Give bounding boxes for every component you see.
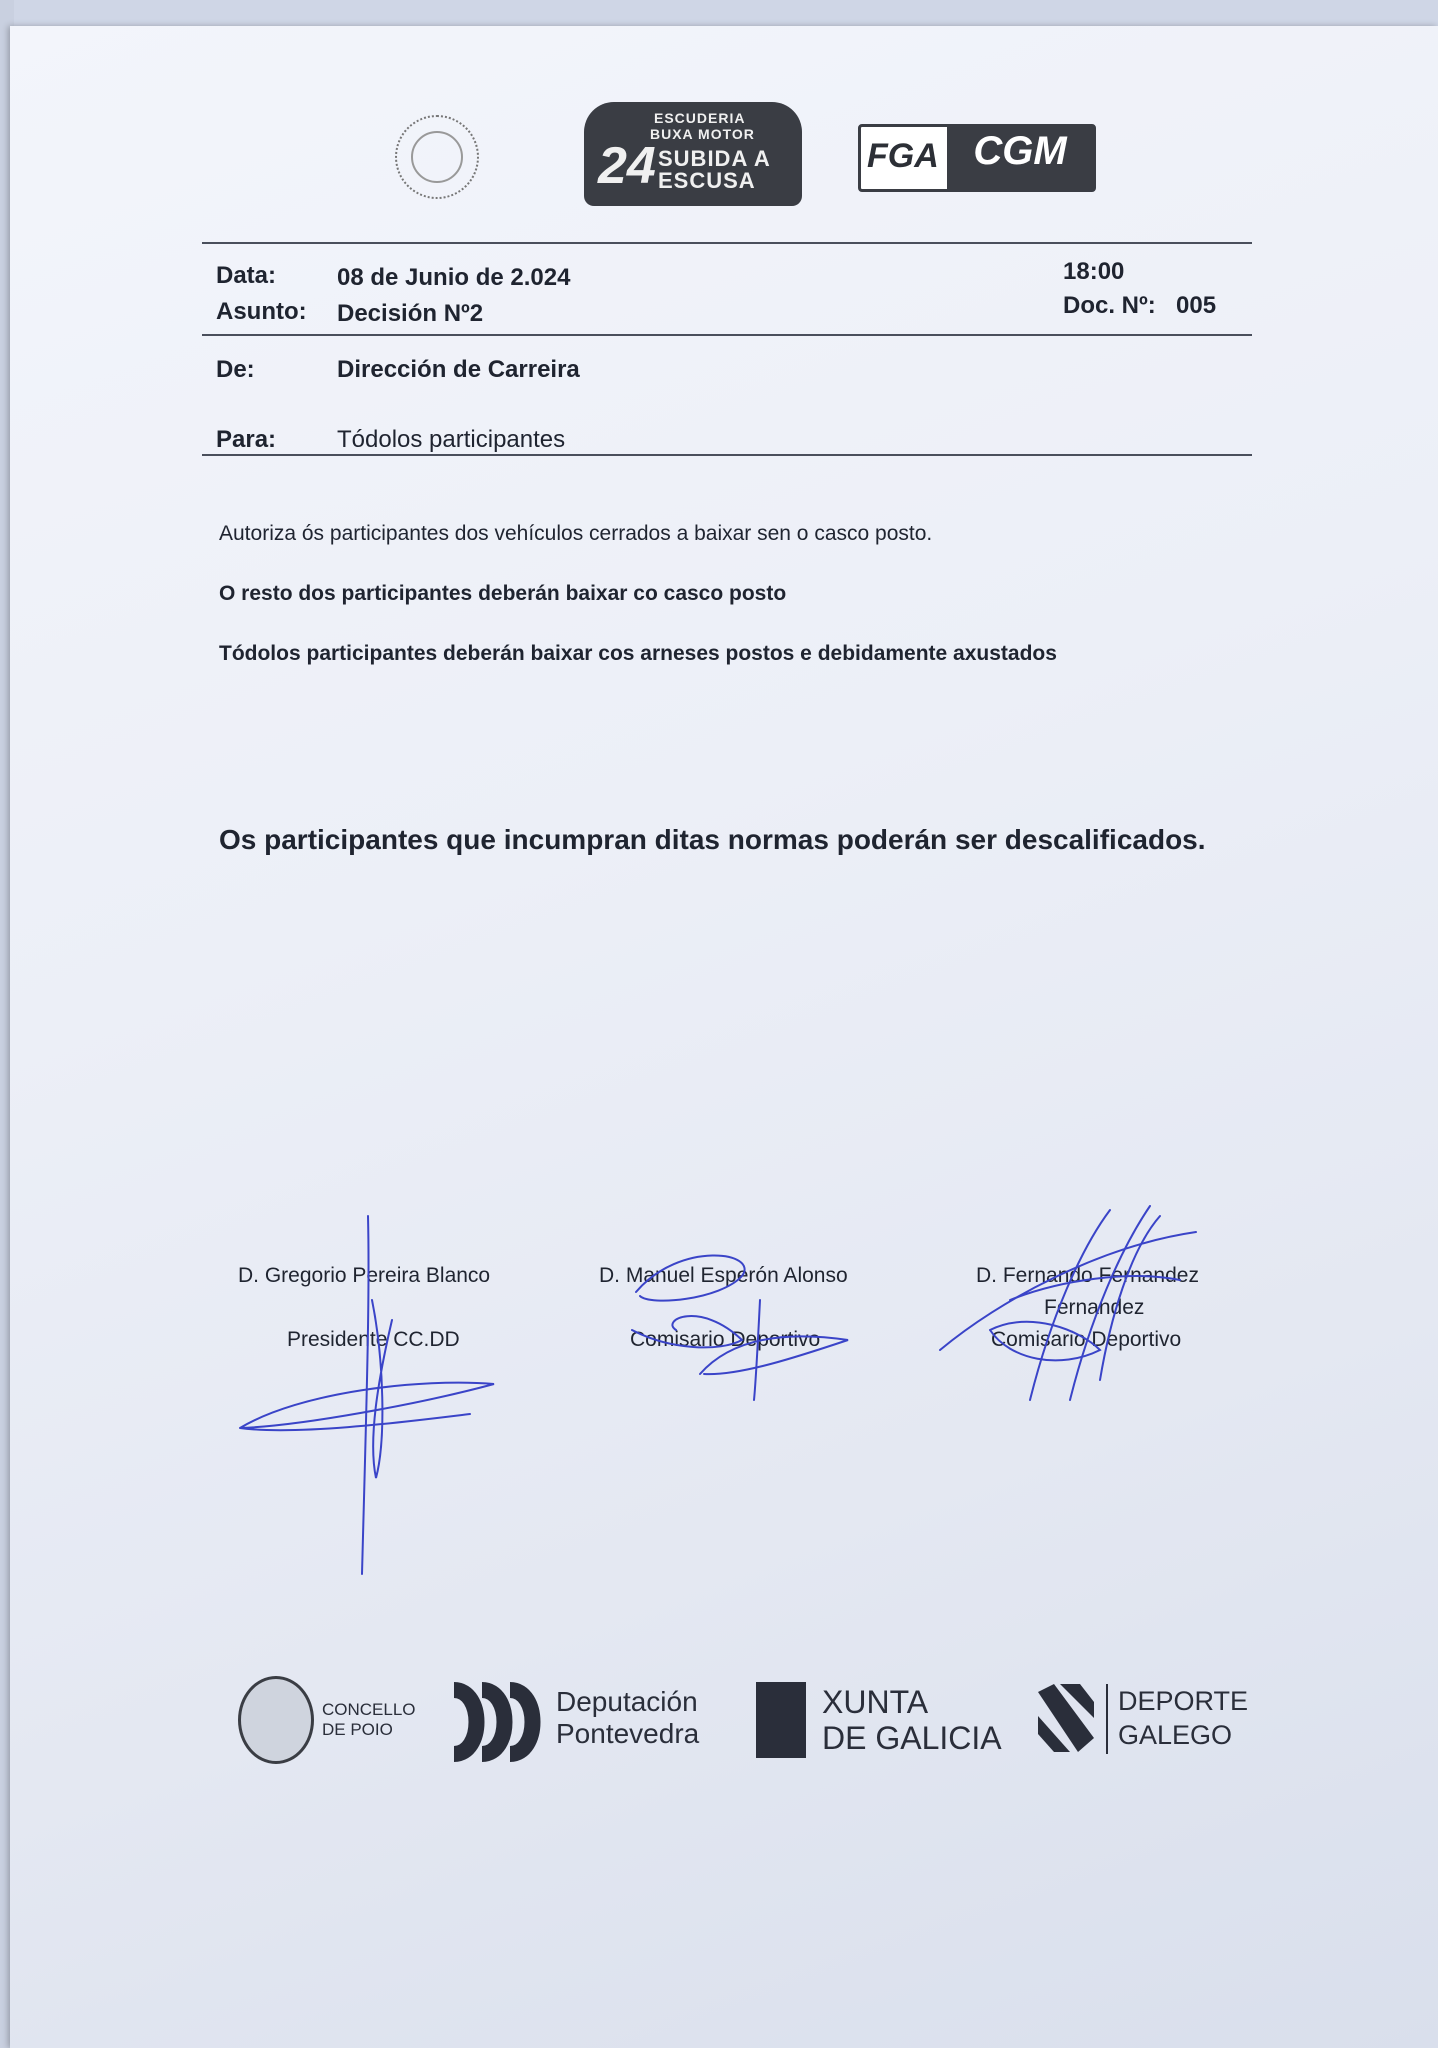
subject-value: Decisión Nº2 <box>337 300 484 327</box>
signatory-name: D. Fernando Fernandez <box>976 1264 1199 1287</box>
to-value: Tódolos participantes <box>337 426 566 453</box>
from-label: De: <box>216 356 255 383</box>
signature-fernando <box>940 1206 1196 1400</box>
deporte-divider <box>1106 1684 1108 1754</box>
deporte-text: DEPORTE <box>1118 1686 1249 1716</box>
signatory-role: Comisario Deportivo <box>630 1328 821 1351</box>
signatory-role: Presidente CC.DD <box>287 1328 460 1351</box>
body-paragraph: Autoriza ós participantes dos vehículos cerrados a baixar sen o casco posto. <box>219 522 933 545</box>
concello-text: DE POIO <box>322 1720 393 1739</box>
deputacion-logo-icon <box>444 1682 544 1762</box>
xunta-text: DE GALICIA <box>822 1720 1002 1756</box>
to-label: Para: <box>216 426 277 453</box>
signatory-name: D. Manuel Esperón Alonso <box>599 1264 848 1287</box>
deporte-text: GALEGO <box>1118 1720 1233 1750</box>
doc-number-label: Doc. Nº: <box>1063 292 1156 319</box>
from-value: Dirección de Carreira <box>337 356 580 383</box>
xunta-crest-icon <box>756 1682 806 1758</box>
subject-label: Asunto: <box>216 298 307 325</box>
deporte-galego-logo-icon <box>1036 1682 1096 1754</box>
body-paragraph: O resto dos participantes deberán baixar co casco posto <box>219 582 787 605</box>
warning-statement: Os participantes que incumpran ditas normas poderán ser descalificados. <box>219 824 1206 855</box>
deputacion-text: Deputación <box>556 1686 698 1717</box>
fga-text: FGA <box>867 137 939 175</box>
badge-text: BUXA MOTOR <box>650 126 755 142</box>
badge-text: SUBIDA A <box>658 146 771 171</box>
concello-text: CONCELLO <box>322 1700 416 1719</box>
cgm-text: CGM <box>947 127 1093 189</box>
doc-number-value: 005 <box>1176 292 1217 319</box>
date-value: 08 de Junio de 2.024 <box>337 264 571 291</box>
body-paragraph: Tódolos participantes deberán baixar cos arneses postos e debidamente axustados <box>219 642 1057 665</box>
signature-gregorio <box>240 1216 494 1574</box>
time-value: 18:00 <box>1063 258 1125 285</box>
xunta-text: XUNTA <box>822 1684 929 1720</box>
concello-crest-icon <box>238 1676 314 1764</box>
signatory-role: Comisario Deportivo <box>991 1328 1182 1351</box>
badge-text: ESCUSA <box>658 168 756 193</box>
deputacion-text: Pontevedra <box>556 1718 700 1749</box>
badge-number: 24 <box>598 137 656 195</box>
badge-text: ESCUDERIA <box>654 110 746 126</box>
signatory-name-continued: Fernandez <box>1044 1296 1145 1319</box>
signatory-name: D. Gregorio Pereira Blanco <box>238 1264 491 1287</box>
signature-manuel <box>632 1255 848 1400</box>
date-label: Data: <box>216 262 277 289</box>
